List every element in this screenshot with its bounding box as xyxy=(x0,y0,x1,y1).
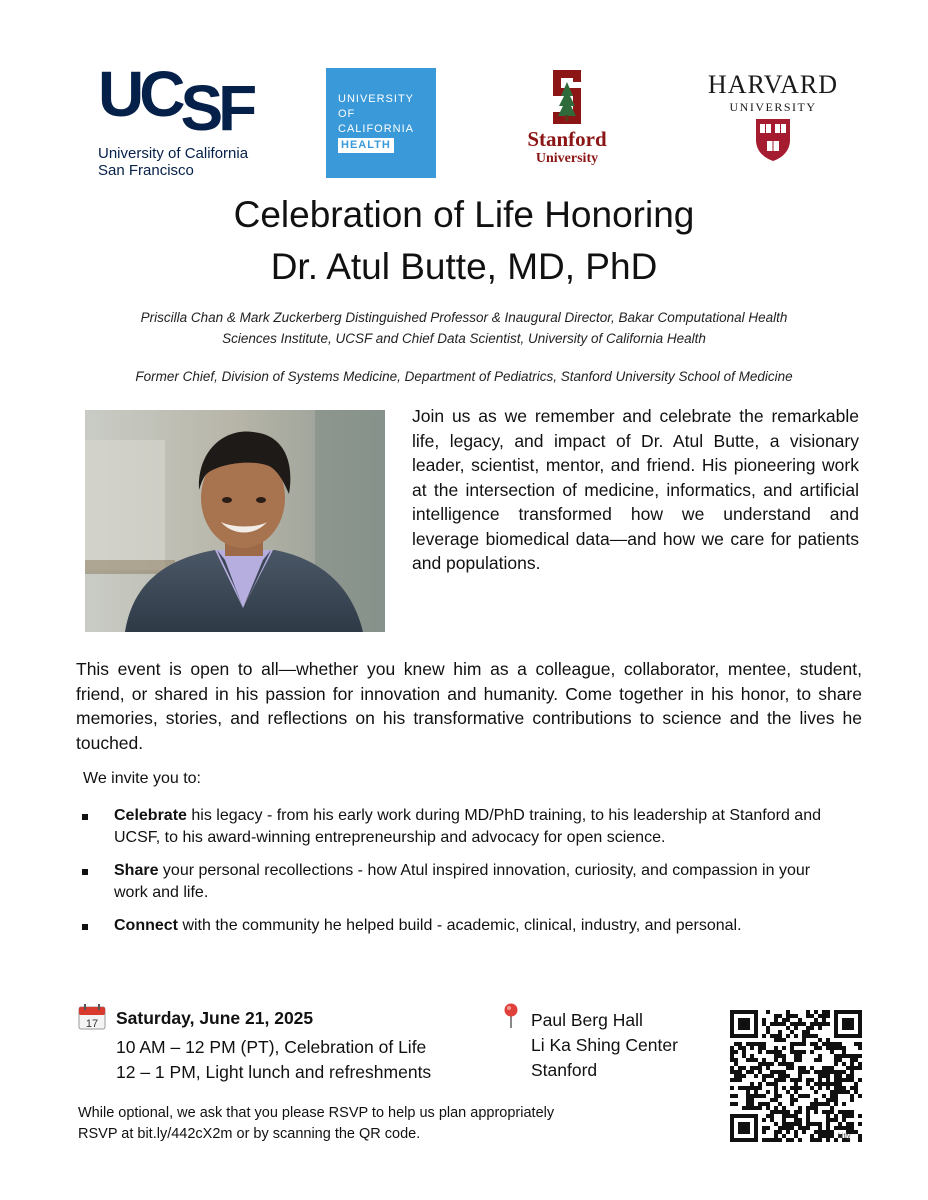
harvard-shield-icon xyxy=(755,118,791,162)
list-item: Celebrate his legacy - from his early work during MD/PhD training, to his leadership at Stanford and UCSF, to his award-winning entrepreneurship and advocacy for open science. xyxy=(80,805,840,849)
list-item: Share your personal recollections - how Atul inspired innovation, curiosity, and compassion in your work and life. xyxy=(80,860,840,904)
bullet-square-icon xyxy=(82,814,88,820)
rsvp-qr-code[interactable] xyxy=(730,1010,862,1142)
event-date: Saturday, June 21, 2025 xyxy=(116,1008,314,1028)
honoree-title-line1: Priscilla Chan & Mark Zuckerberg Distinguished Professor & Inaugural Director, Bakar Computational Health xyxy=(140,310,788,325)
calendar-day: 17 xyxy=(85,1018,99,1030)
ucsf-logo: UCSF xyxy=(98,58,253,144)
bitly-brand-label: bitly xyxy=(838,1133,851,1140)
harvard-logo-name: HARVARD xyxy=(707,70,839,99)
stanford-logo-name: Stanford xyxy=(527,127,607,151)
uc-health-logo: UNIVERSITY OF CALIFORNIA HEALTH xyxy=(326,68,436,178)
bullet-square-icon xyxy=(82,869,88,875)
invite-list xyxy=(80,805,840,948)
open-event-paragraph: This event is open to all—whether you knew him as a colleague, collaborator, mentee, student, friend, or shared in his passion for innovation and humanity. Come together in his honor, to share memories, stories, and reflections on his transformative contributions to science and the lives he touched. xyxy=(76,659,862,753)
honoree-title-line2: Sciences Institute, UCSF and Chief Data Scientist, University of California Health xyxy=(222,331,706,346)
stanford-tree-icon xyxy=(547,68,587,126)
ucsf-logo-text: University of California San Francisco xyxy=(98,145,249,179)
invite-heading: We invite you to: xyxy=(83,770,201,787)
calendar-icon xyxy=(78,1004,106,1030)
honoree-photo xyxy=(85,410,385,632)
event-schedule: 10 AM – 12 PM (PT), Celebration of Life 12 – 1 PM, Light lunch and refreshments xyxy=(116,1037,432,1082)
location-pin-icon xyxy=(503,1003,519,1029)
harvard-logo-sub: UNIVERSITY xyxy=(729,100,817,114)
bullet-square-icon xyxy=(82,924,88,930)
intro-paragraph: Join us as we remember and celebrate the remarkable life, legacy, and impact of Dr. Atul Butte, a visionary leader, scientist, mentor, and friend. His pioneering work at the intersection of medicine, informatics, and artificial intelligence transformed how we understand and leverage biomedical data—and how we care for patients and populations. xyxy=(412,406,859,573)
list-item: Connect with the community he helped build - academic, clinical, industry, and personal. xyxy=(80,915,840,937)
page-title-line2: Dr. Atul Butte, MD, PhD xyxy=(270,246,658,287)
rsvp-text: While optional, we ask that you please RSVP to help us plan appropriately RSVP at bit.ly/442cX2m or by scanning the QR code. xyxy=(78,1105,555,1142)
event-venue: Paul Berg Hall Li Ka Shing Center Stanford xyxy=(531,1010,678,1080)
page-title-line1: Celebration of Life Honoring xyxy=(233,194,695,235)
honoree-title-line3: Former Chief, Division of Systems Medicine, Department of Pediatrics, Stanford University School of Medicine xyxy=(135,369,793,384)
stanford-logo-sub: University xyxy=(535,151,599,166)
